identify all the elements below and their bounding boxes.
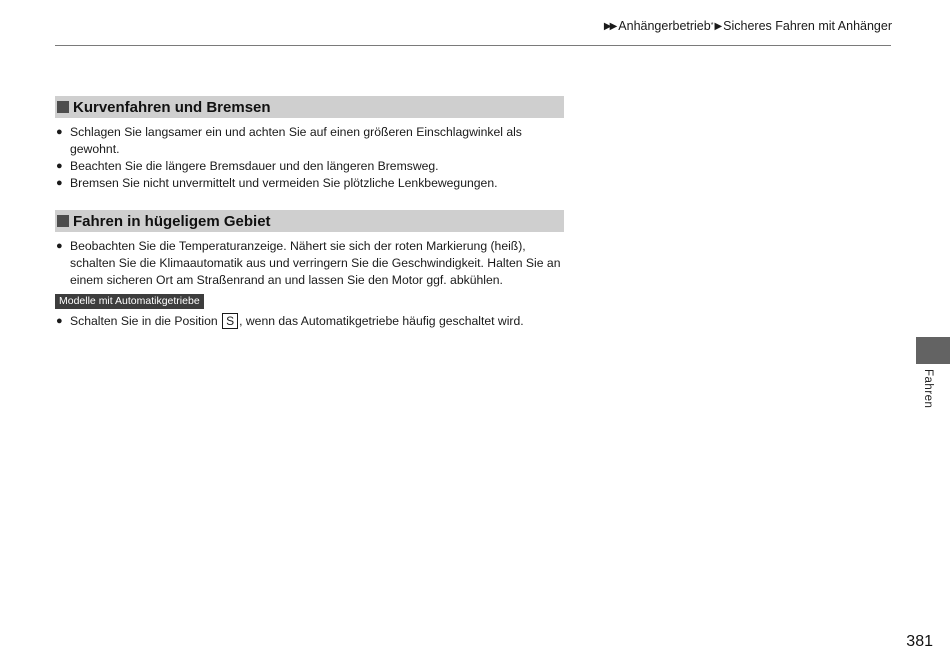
chapter-label: Fahren — [922, 369, 934, 409]
section-title: Fahren in hügeligem Gebiet — [73, 212, 271, 230]
list-item-text: Beobachten Sie die Temperaturanzeige. Nähert sie sich der roten Markierung (heiß), schalten Sie die Klimaautomatik aus und verringern Sie die Geschwindigkeit. Halten Sie an einem sicheren Ort am Straßenrand an und lassen Sie den Motor ggf. abkühlen. — [70, 239, 561, 287]
section-title: Kurvenfahren und Bremsen — [73, 98, 271, 116]
bullet-list — [55, 238, 564, 289]
bullet-list — [55, 124, 564, 192]
section-header-cornering — [55, 96, 564, 118]
section-header-hills — [55, 210, 564, 232]
list-item-text: Bremsen Sie nicht unvermittelt und vermeiden Sie plötzliche Lenkbewegungen. — [70, 176, 498, 190]
square-bullet-icon — [57, 215, 69, 227]
list-item-text: Schlagen Sie langsamer ein und achten Sie auf einen größeren Einschlagwinkel als gewohnt. — [70, 125, 522, 156]
bullet-list — [55, 313, 564, 330]
bullet-dot-icon: ● — [56, 240, 63, 252]
page-number: 381 — [906, 633, 933, 650]
square-bullet-icon — [57, 101, 69, 113]
breadcrumb-part2: Sicheres Fahren mit Anhänger — [723, 19, 892, 33]
chapter-tab — [916, 337, 950, 364]
header-divider — [55, 45, 891, 46]
bullet-dot-icon: ● — [56, 160, 63, 172]
list-item — [55, 175, 564, 192]
bullet-dot-icon: ● — [56, 315, 63, 327]
list-item-text: Beachten Sie die längere Bremsdauer und den längeren Bremsweg. — [70, 159, 439, 173]
model-badge: Modelle mit Automatikgetriebe — [55, 294, 204, 309]
breadcrumb — [604, 19, 892, 33]
main-content — [55, 96, 564, 330]
triangle-icon: ▶ — [714, 20, 723, 32]
list-item-text: Schalten Sie in die Position — [70, 314, 218, 328]
gear-position-box: S — [222, 313, 238, 329]
bullet-dot-icon: ● — [56, 126, 63, 138]
list-item — [55, 313, 564, 330]
list-item — [55, 124, 564, 158]
breadcrumb-asterisk: * — [710, 21, 714, 29]
list-item — [55, 238, 564, 289]
double-triangle-icon: ▶▶ — [603, 20, 616, 32]
list-item — [55, 158, 564, 175]
breadcrumb-part1: Anhängerbetrieb — [618, 19, 711, 33]
bullet-dot-icon: ● — [56, 177, 63, 189]
list-item-text: , wenn das Automatikgetriebe häufig geschaltet wird. — [239, 314, 524, 328]
